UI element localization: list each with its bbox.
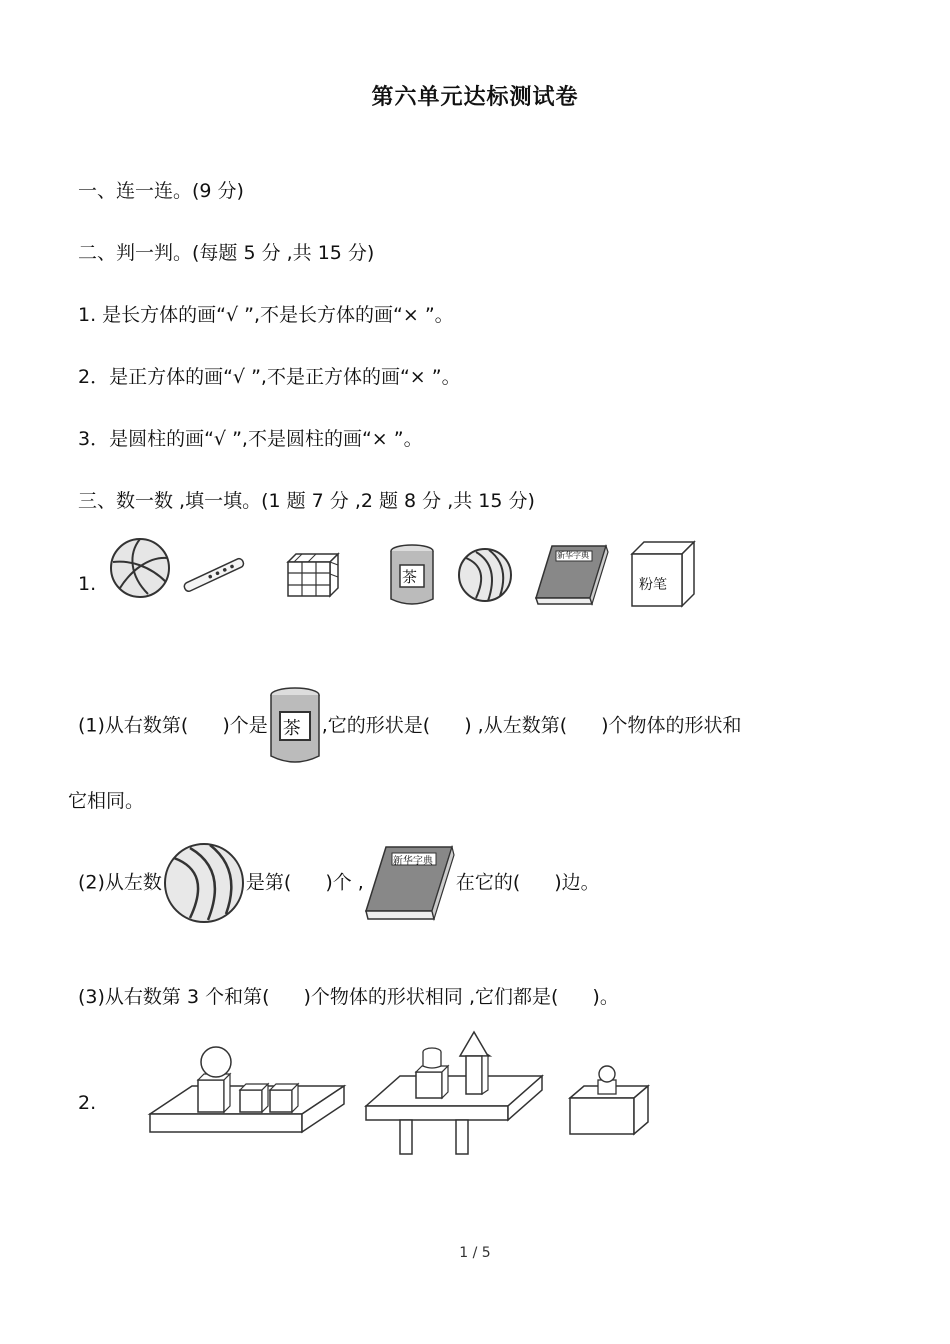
rubiks-cube-icon [284,550,344,600]
sub-question-1 [78,686,742,766]
question-2-label: 2. [78,1092,97,1114]
table-with-sphere-and-cubes [148,1044,348,1136]
dictionary-icon [364,843,456,923]
sub2-text-5: )边。 [554,871,600,894]
sub3-text-1: (3)从右数第 3 个和第( [78,986,270,1008]
sub1-text-1: (1)从右数第( [78,714,189,737]
table-with-cylinder-cube-prism [364,1030,546,1156]
sub2-text-2: 是第( [245,871,292,894]
dictionary-label: 新华字典 [392,856,433,867]
sub-question-1-continued: 它相同。 [68,790,145,812]
section2-question-3: 3．是圆柱的画“√ ”,不是圆柱的画“× ”。 [78,428,423,450]
sub-question-3 [78,982,619,1009]
section2-heading: 二、判一判。(每题 5 分 ,共 15 分) [78,242,375,264]
page-number: 1 / 5 [459,1245,491,1261]
sub2-text-1: (2)从左数 [78,871,162,894]
dictionary-label: 新华字典 [557,551,589,560]
section3-heading: 三、数一数 ,填一填。(1 题 7 分 ,2 题 8 分 ,共 15 分) [78,490,535,512]
tea-label: 茶 [402,568,418,586]
sub1-text-4: ) ,从左数第( [464,714,568,737]
chalk-label: 粉笔 [639,577,667,593]
sub-question-2 [78,842,600,924]
section1-heading: 一、连一连。(9 分) [78,180,244,202]
sub1-text-3: ,它的形状是( [321,714,431,737]
sub3-text-2: )个物体的形状相同 ,它们都是( [303,986,559,1008]
sub1-text-2: )个是 [222,714,268,737]
tea-can-icon [268,686,322,766]
section2-question-1: 1. 是长方体的画“√ ”,不是长方体的画“× ”。 [78,304,454,326]
sub1-text-5: )个物体的形状和 [601,714,742,737]
question-1-label: 1. [78,573,97,595]
chalk-box-icon [630,540,696,608]
section2-question-2: 2．是正方体的画“√ ”,不是正方体的画“× ”。 [78,366,461,388]
tea-can-icon [388,543,436,607]
page-title: 第六单元达标测试卷 [371,85,579,110]
striped-ball-icon [162,842,246,924]
tea-label: 茶 [282,718,301,739]
sub3-text-3: )。 [592,986,619,1008]
striped-ball-icon [456,546,514,604]
box-with-small-sphere [568,1062,650,1138]
sub2-text-4: 在它的( [455,871,521,894]
volleyball-icon [108,536,172,600]
sub2-text-3: )个 , [325,871,364,894]
flute-icon [180,550,250,600]
dictionary-icon [534,542,610,608]
